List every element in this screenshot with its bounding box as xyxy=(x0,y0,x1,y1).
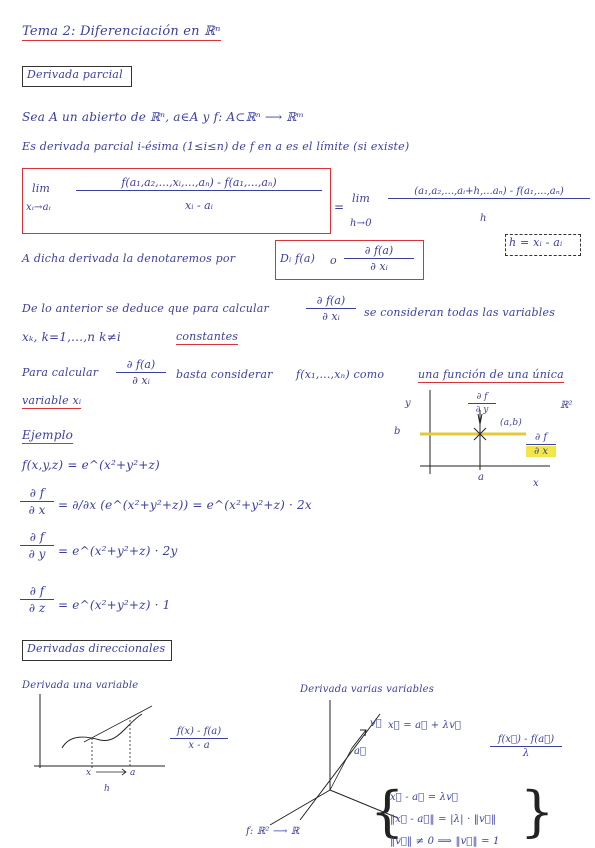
graph1-h-label: h xyxy=(104,784,110,794)
graph2-bar xyxy=(490,746,562,747)
notation-d: Dᵢ f(a) xyxy=(280,252,316,265)
definition-line-1: Sea A un abierto de ℝⁿ, a∈A y f: A⊂ℝⁿ ⟶ ℝᵐ xyxy=(22,110,305,124)
graph1-h-arrow xyxy=(96,769,126,775)
example-dy-fraction xyxy=(20,530,54,561)
deduce-constantes: constantes xyxy=(176,330,239,343)
example-dy-denominator: ∂ y xyxy=(28,547,46,561)
example-function: f(x,y,z) = e^(x²+y²+z) xyxy=(22,458,160,472)
limit-1-denominator: xᵢ - aᵢ xyxy=(185,199,213,212)
example-dz-bar xyxy=(20,599,54,600)
fig1-dfdx-fraction xyxy=(526,432,556,457)
fig1-dfdx-numerator: ∂ f xyxy=(534,432,548,443)
fig1-y-label: y xyxy=(405,398,411,409)
system-line-3: ‖v⃗‖ ≠ 0 ⟹ ‖v⃗‖ = 1 xyxy=(390,836,500,847)
example-dx-denominator: ∂ x xyxy=(28,503,46,517)
fig1-a-label: a xyxy=(478,472,485,483)
h-definition: h = xᵢ - aᵢ xyxy=(509,236,563,249)
limit-2-fraction xyxy=(388,186,590,224)
fig1-dfdx-bar xyxy=(526,444,556,445)
fig1-dfdx-denominator: ∂ x xyxy=(526,446,556,457)
deduce-text-c: xₖ, k=1,...,n k≠i xyxy=(22,330,121,344)
para-numerator: ∂ f(a) xyxy=(126,358,156,371)
notation-text: A dicha derivada la denotaremos por xyxy=(22,252,236,265)
page-title: Tema 2: Diferenciación en ℝⁿ xyxy=(22,24,221,39)
example-dx-rhs: = ∂/∂x (e^(x²+y²+z)) = e^(x²+y²+z) · 2x xyxy=(58,498,312,512)
graph1-bar xyxy=(170,738,228,739)
example-dz-fraction xyxy=(20,584,54,615)
example-dy-rhs: = e^(x²+y²+z) · 2y xyxy=(58,544,178,558)
notation-bar xyxy=(344,258,414,259)
notation-fraction xyxy=(344,244,414,273)
section-partial-heading: Derivada parcial xyxy=(27,68,123,81)
example-dz-numerator: ∂ f xyxy=(29,584,45,598)
para-fraction xyxy=(116,358,166,387)
graph2-a-vector xyxy=(330,748,352,790)
limit-1-fraction xyxy=(76,176,322,212)
limit-2-sub: h→0 xyxy=(350,218,372,229)
deduce-numerator: ∂ f(a) xyxy=(316,294,346,307)
graph1-secant xyxy=(84,706,152,742)
limit-2-bar xyxy=(388,198,590,199)
fig1-r2-label: ℝ² xyxy=(560,400,573,411)
notation-or: o xyxy=(330,254,337,267)
limit-2-label: lim xyxy=(352,192,371,205)
graph2-line xyxy=(300,714,380,820)
graph2-a-label: a⃗ xyxy=(354,746,367,757)
limit-1-numerator: f(a₁,a₂,...,xᵢ,...,aₙ) - f(a₁,...,aₙ) xyxy=(121,176,277,189)
definition-line-2: Es derivada parcial i-ésima (1≤i≤n) de f en a es el límite (si existe) xyxy=(22,140,410,153)
deduce-denominator: ∂ xᵢ xyxy=(322,310,340,323)
fig1-ab-label: (a,b) xyxy=(500,418,523,428)
graph1-curve xyxy=(62,714,142,748)
example-dx-bar xyxy=(20,501,54,502)
fig1-dfdy-bar xyxy=(468,403,496,404)
fig1-dfdy-numerator: ∂ f xyxy=(476,392,488,402)
limit-1-label: lim xyxy=(32,182,51,195)
notation-numerator: ∂ f(a) xyxy=(364,244,394,257)
fig1-dfdy-fraction xyxy=(468,392,496,415)
para-bar xyxy=(116,372,166,373)
section-directional-heading: Derivadas direccionales xyxy=(27,642,166,655)
limit-2-denominator: h xyxy=(480,213,487,224)
para-text-b: basta considerar xyxy=(176,368,273,381)
deduce-fraction xyxy=(306,294,356,323)
graph2-v-label: v⃗ xyxy=(370,718,382,729)
graph1-a-label: a xyxy=(130,768,136,778)
example-dz-rhs: = e^(x²+y²+z) · 1 xyxy=(58,598,171,612)
graph2-denominator: λ xyxy=(522,748,530,759)
example-dy-bar xyxy=(20,545,54,546)
graph2-eq: x⃗ = a⃗ + λv⃗ xyxy=(388,720,462,731)
example-dx-numerator: ∂ f xyxy=(29,486,45,500)
one-var-graph xyxy=(30,694,170,784)
deduce-text-a: De lo anterior se deduce que para calcular xyxy=(22,302,269,315)
system-line-1: x⃗ - a⃗ = λv⃗ xyxy=(390,792,459,803)
para-text-c: f(x₁,...,xₙ) como xyxy=(296,368,385,381)
deduce-text-b: se consideran todas las variables xyxy=(364,306,556,319)
deduce-bar xyxy=(306,308,356,309)
para-variable: variable xᵢ xyxy=(22,394,82,407)
graph2-numerator: f(x⃗) - f(a⃗) xyxy=(497,734,555,745)
graph1-numerator: f(x) - f(a) xyxy=(176,726,222,737)
dir-many-var: Derivada varias variables xyxy=(300,684,435,695)
example-dy-numerator: ∂ f xyxy=(29,530,45,544)
limit-1-bar xyxy=(76,190,322,191)
graph1-fraction xyxy=(170,726,228,751)
graph2-fraction xyxy=(490,734,562,759)
example-dx-fraction xyxy=(20,486,54,517)
fig1-dfdy-denominator: ∂ y xyxy=(475,405,489,415)
system-line-2: ‖x⃗ - a⃗‖ = |λ| · ‖v⃗‖ xyxy=(390,814,497,825)
limit-2-numerator: (a₁,a₂,...,aᵢ+h,...aₙ) - f(a₁,...,aₙ) xyxy=(414,186,564,197)
para-text-a: Para calcular xyxy=(22,366,99,379)
limit-1-sub: xᵢ→aᵢ xyxy=(26,202,52,213)
fig1-b-label: b xyxy=(394,426,401,437)
graph1-denominator: x - a xyxy=(188,740,210,751)
system-brace-right: } xyxy=(520,780,555,843)
example-heading: Ejemplo xyxy=(22,428,74,442)
dir-one-var: Derivada una variable xyxy=(22,680,139,691)
para-funcion: una función de una única xyxy=(418,368,564,381)
notation-denominator: ∂ xᵢ xyxy=(370,260,388,273)
graph1-x-label: x xyxy=(86,768,92,778)
equals-sign: = xyxy=(334,200,345,214)
f-map: f: ℝ² ⟶ ℝ xyxy=(246,826,300,837)
example-dz-denominator: ∂ z xyxy=(28,601,46,615)
system-brace-left: { xyxy=(370,780,405,843)
fig1-x-label: x xyxy=(533,478,539,489)
para-denominator: ∂ xᵢ xyxy=(132,374,150,387)
